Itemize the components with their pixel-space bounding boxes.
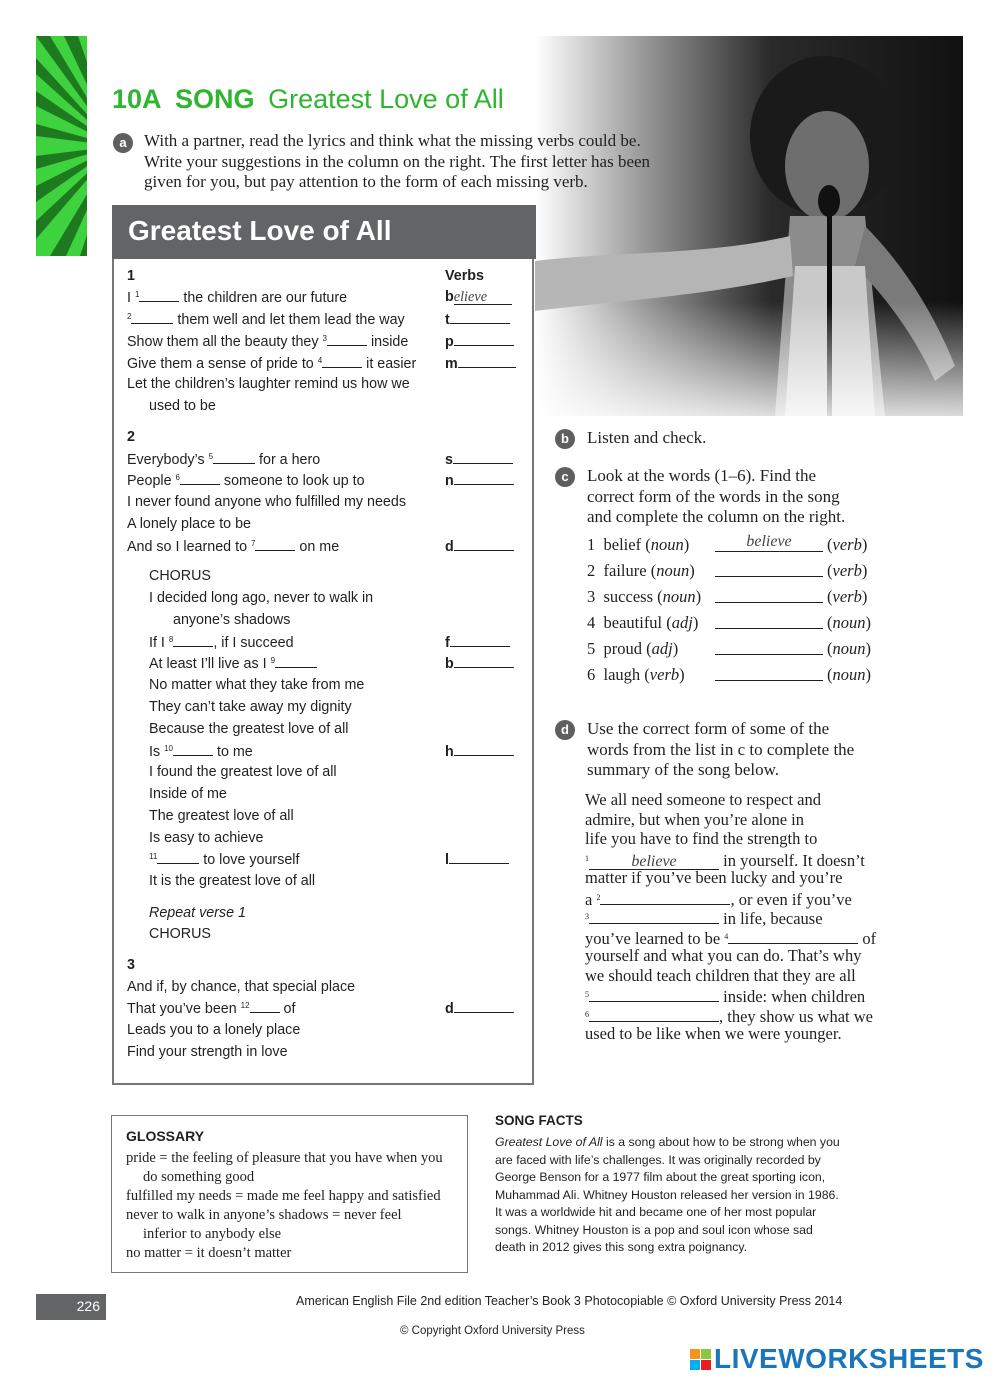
page-number-bar bbox=[36, 1294, 106, 1320]
word-form-answer-3[interactable] bbox=[715, 585, 823, 603]
liveworksheets-logo-text: LIVEWORKSHEETS bbox=[714, 1343, 984, 1374]
lyric-line: People $^6$ someone to look up to bbox=[127, 473, 365, 489]
word-form-target: (verb) bbox=[827, 561, 868, 580]
instruction-line: Use the correct form of some of the bbox=[587, 719, 830, 738]
lyric-line: A lonely place to be bbox=[127, 516, 251, 532]
unit-number: 10A bbox=[112, 84, 162, 114]
lyric-line: Find your strength in love bbox=[127, 1044, 288, 1060]
song-title: Greatest Love of All bbox=[268, 84, 504, 114]
verbs-column bbox=[445, 0, 525, 1080]
gap-7[interactable] bbox=[255, 538, 295, 551]
exercise-c-bullet: c bbox=[555, 467, 575, 487]
gap-4[interactable] bbox=[322, 355, 362, 368]
exercise-a-bullet: a bbox=[113, 133, 133, 153]
singer-photo bbox=[535, 36, 963, 416]
chorus-label: CHORUS bbox=[149, 926, 211, 942]
summary-answer-5[interactable] bbox=[589, 987, 719, 1002]
summary-line: $^1$ believe in yourself. It doesn’t bbox=[585, 850, 865, 870]
summary-line: a $^2$ , or even if you’ve bbox=[585, 889, 852, 909]
verb-answer-12[interactable]: d bbox=[445, 1000, 514, 1017]
lyric-line: That you’ve been $^{12}$ of bbox=[127, 1001, 296, 1017]
liveworksheets-logo-icon bbox=[690, 1349, 712, 1371]
summary-answer-4[interactable] bbox=[728, 929, 858, 944]
lyric-line: If I $^8$ , if I succeed bbox=[149, 635, 294, 651]
verse-number: 1 bbox=[127, 268, 135, 284]
word-form-row: 3 success (noun) bbox=[587, 587, 702, 606]
instruction-line: words from the list in c to complete the bbox=[587, 739, 855, 759]
summary-line: we should teach children that they are all bbox=[585, 965, 856, 985]
summary-line: life you have to find the strength to bbox=[585, 829, 818, 848]
verb-answer-7[interactable]: d bbox=[445, 538, 514, 555]
instruction-line: correct form of the words in the song bbox=[587, 486, 840, 506]
verb-answer-10[interactable]: h bbox=[445, 743, 514, 760]
instruction-line: summary of the song below. bbox=[587, 760, 780, 779]
song-facts-title: SONG FACTS bbox=[495, 1113, 583, 1128]
gap-8[interactable] bbox=[173, 634, 213, 647]
word-form-list bbox=[587, 535, 887, 695]
verse-number: 3 bbox=[127, 957, 135, 973]
repeat-label: Repeat verse 1 bbox=[149, 905, 246, 921]
word-form-answer-2[interactable] bbox=[715, 559, 823, 577]
lyric-line: used to be bbox=[149, 398, 216, 414]
lyric-line: They can’t take away my dignity bbox=[149, 699, 352, 715]
word-form-row: 5 proud (adj) bbox=[587, 639, 679, 658]
gap-9[interactable] bbox=[275, 655, 317, 668]
lyric-line: No matter what they take from me bbox=[149, 677, 365, 693]
lyric-line: And if, by chance, that special place bbox=[127, 979, 356, 995]
glossary-line: pride = the feeling of pleasure that you have when you bbox=[126, 1150, 443, 1166]
word-form-row: 2 failure (noun) bbox=[587, 561, 695, 580]
lyric-line: Because the greatest love of all bbox=[149, 721, 349, 737]
exercise-d-bullet: d bbox=[555, 720, 575, 740]
summary-line: $^5$ inside: when children bbox=[585, 987, 866, 1006]
word-form-answer-4[interactable] bbox=[715, 611, 823, 629]
liveworksheets-logo[interactable] bbox=[690, 1343, 990, 1376]
glossary-line: fulfilled my needs = made me feel happy and satisfied bbox=[126, 1188, 441, 1204]
lyric-line: I found the greatest love of all bbox=[149, 764, 337, 780]
glossary-line: do something good bbox=[143, 1169, 255, 1185]
word-form-target: (noun) bbox=[827, 665, 871, 684]
song-facts bbox=[495, 1113, 875, 1257]
lyrics-box-title: Greatest Love of All bbox=[128, 215, 392, 246]
gap-5[interactable] bbox=[213, 451, 255, 464]
summary-line: matter if you’ve been lucky and you’re bbox=[585, 868, 843, 887]
gap-2[interactable] bbox=[131, 311, 173, 324]
gap-12[interactable] bbox=[250, 1000, 280, 1013]
verse-number: 2 bbox=[127, 429, 135, 445]
summary-answer-3[interactable] bbox=[589, 909, 719, 924]
verb-answer-5[interactable]: s bbox=[445, 451, 513, 468]
verb-answer-9[interactable]: b bbox=[445, 655, 514, 672]
lyric-line: Show them all the beauty they $^3$ inside bbox=[127, 334, 409, 350]
glossary-title: GLOSSARY bbox=[126, 1128, 205, 1144]
instruction-line: With a partner, read the lyrics and think what the missing verbs could be. bbox=[144, 131, 641, 150]
sunburst-graphic bbox=[36, 36, 87, 256]
word-form-row: 4 beautiful (adj) bbox=[587, 613, 699, 632]
lyric-line: I never found anyone who fulfilled my needs bbox=[127, 494, 406, 510]
exercise-b-instructions: Listen and check. bbox=[587, 428, 707, 447]
lyric-line: The greatest love of all bbox=[149, 808, 294, 824]
section-label: SONG bbox=[175, 84, 255, 114]
lyric-line: Inside of me bbox=[149, 786, 227, 802]
page-number: 226 bbox=[76, 1298, 100, 1314]
exercise-d-instructions bbox=[587, 719, 854, 781]
summary-line: used to be like when we were younger. bbox=[585, 1024, 842, 1043]
lyric-line: I $^1$ the children are our future bbox=[127, 290, 348, 306]
word-form-answer-6[interactable] bbox=[715, 663, 823, 681]
chorus-label: CHORUS bbox=[149, 568, 211, 584]
instruction-line: and complete the column on the right. bbox=[587, 507, 846, 526]
lyric-line: It is the greatest love of all bbox=[149, 873, 316, 889]
summary-line: you’ve learned to be $^4$ of bbox=[585, 928, 877, 948]
exercise-b-bullet: b bbox=[555, 429, 575, 449]
word-form-target: (verb) bbox=[827, 535, 868, 554]
word-form-answer-1[interactable]: believe bbox=[715, 533, 823, 552]
lyric-line: $^{11}$ to love yourself bbox=[149, 852, 300, 868]
instruction-line: Write your suggestions in the column on the right. The first letter has been bbox=[144, 151, 651, 171]
word-form-answer-5[interactable] bbox=[715, 637, 823, 655]
gap-10[interactable] bbox=[173, 743, 213, 756]
lyric-line: $^2$ them well and let them lead the way bbox=[127, 312, 405, 328]
song-facts-text: Greatest Love of All is a song about how to be strong when you are faced with life’s challenges. It was originally recorded by George Benson for a 1977 film about the great sporting icon, Muhammad Ali. Whitney Houston released her version in 1986. It was a worldwide hit and became one of her most popular songs. Whitney Houston is a pop and soul icon whose sad death in 2012 gives this song extra poignancy. bbox=[495, 1135, 840, 1254]
gap-3[interactable] bbox=[327, 333, 367, 346]
summary-answer-6[interactable] bbox=[589, 1007, 719, 1022]
lyric-line: Give them a sense of pride to $^4$ it easier bbox=[127, 356, 417, 372]
lyric-line: I decided long ago, never to walk in bbox=[149, 590, 374, 606]
instruction-line: Look at the words (1–6). Find the bbox=[587, 466, 816, 485]
verbs-header: Verbs bbox=[445, 268, 484, 284]
verb-answer-3[interactable]: p bbox=[445, 333, 514, 350]
word-form-row: 6 laugh (verb) bbox=[587, 665, 685, 684]
glossary-line: never to walk in anyone’s shadows = never feel bbox=[126, 1207, 402, 1223]
verb-answer-4[interactable]: m bbox=[445, 355, 516, 372]
glossary-entries bbox=[126, 1149, 443, 1263]
gap-1[interactable] bbox=[139, 289, 179, 302]
summary-paragraph bbox=[585, 790, 895, 1050]
lyric-line: Leads you to a lonely place bbox=[127, 1022, 301, 1038]
summary-answer-1[interactable]: believe bbox=[589, 854, 719, 870]
gap-6[interactable] bbox=[180, 472, 220, 485]
glossary-box bbox=[111, 1115, 468, 1273]
summary-line: $^6$ , they show us what we bbox=[585, 1006, 873, 1026]
lyric-line: Let the children’s laughter remind us how we bbox=[127, 376, 410, 392]
singer-illustration bbox=[535, 36, 963, 416]
book-credit: American English File 2nd edition Teacher’s Book 3 Photocopiable © Oxford University Press 2014 bbox=[296, 1294, 843, 1308]
lyric-line: Everybody’s $^5$ for a hero bbox=[127, 452, 321, 468]
summary-line: yourself and what you can do. That’s why bbox=[585, 946, 862, 965]
lyric-line: anyone’s shadows bbox=[173, 612, 291, 628]
lyric-line: At least I’ll live as I $^9$ bbox=[149, 655, 317, 672]
word-form-target: (noun) bbox=[827, 613, 871, 632]
glossary-line: inferior to anybody else bbox=[143, 1226, 282, 1242]
lyric-line: Is $^{10}$ to me bbox=[149, 744, 253, 760]
copyright-notice: © Copyright Oxford University Press bbox=[400, 1325, 585, 1337]
lyric-line: And so I learned to $^7$ on me bbox=[127, 539, 340, 555]
verb-answer-8[interactable]: f bbox=[445, 634, 510, 651]
word-form-row: 1 belief (noun) bbox=[587, 535, 690, 554]
verb-answer-2[interactable]: t bbox=[445, 311, 510, 328]
verb-answer-6[interactable]: n bbox=[445, 472, 514, 489]
gap-11[interactable] bbox=[157, 851, 199, 864]
word-form-target: (noun) bbox=[827, 639, 871, 658]
summary-answer-2[interactable] bbox=[600, 890, 730, 905]
verb-answer-11[interactable]: l bbox=[445, 851, 509, 868]
summary-line: admire, but when you’re alone in bbox=[585, 809, 805, 829]
glossary-line: no matter = it doesn’t matter bbox=[126, 1245, 292, 1261]
word-form-target: (verb) bbox=[827, 587, 868, 606]
summary-line: We all need someone to respect and bbox=[585, 790, 821, 809]
instruction-line: given for you, but pay attention to the form of each missing verb. bbox=[144, 172, 588, 191]
lyric-line: Is easy to achieve bbox=[149, 830, 264, 846]
decorative-sunburst-strip bbox=[36, 36, 87, 256]
summary-line: $^3$ in life, because bbox=[585, 909, 823, 928]
exercise-c-instructions bbox=[587, 466, 845, 528]
verb-answer-1[interactable]: believe bbox=[445, 289, 512, 305]
